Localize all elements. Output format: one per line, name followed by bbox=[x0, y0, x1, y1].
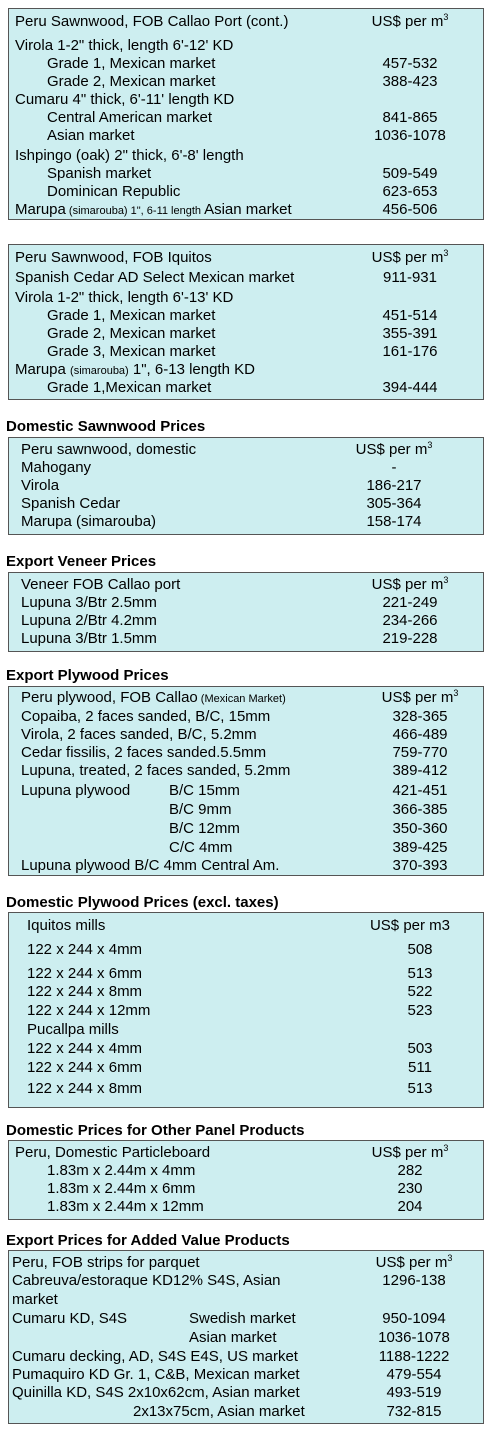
row-value: 1296-138 bbox=[382, 1272, 446, 1289]
row-value: 513 bbox=[407, 965, 433, 982]
row-value: 732-815 bbox=[386, 1403, 442, 1420]
row-value: 759-770 bbox=[392, 744, 448, 761]
row-value: 370-393 bbox=[392, 857, 448, 874]
row-label: Grade 2, Mexican market bbox=[47, 325, 216, 342]
row-label: 122 x 244 x 8mm bbox=[27, 1080, 143, 1097]
row-value: 950-1094 bbox=[382, 1310, 446, 1327]
row-label: Lupuna 3/Btr 2.5mm bbox=[21, 594, 157, 611]
row-value: 350-360 bbox=[392, 820, 448, 837]
row-label: 1.83m x 2.44m x 12mm bbox=[47, 1198, 204, 1215]
header-label: Peru, FOB strips for parquet bbox=[12, 1254, 200, 1271]
section-heading-export-plywood: Export Plywood Prices bbox=[6, 667, 169, 684]
header-label: Veneer FOB Callao port bbox=[21, 576, 181, 593]
row-sublabel: B/C 12mm bbox=[169, 820, 240, 837]
header-label: Iquitos mills bbox=[27, 917, 106, 934]
section-heading-domestic-plywood: Domestic Plywood Prices (excl. taxes) bbox=[6, 894, 279, 911]
row-label: Grade 2, Mexican market bbox=[47, 73, 216, 90]
row-value: 1036-1078 bbox=[378, 1329, 450, 1346]
row-value: 305-364 bbox=[366, 495, 422, 512]
header-unit: US$ per m3 bbox=[369, 917, 451, 934]
row-label: Pumaquiro KD Gr. 1, C&B, Mexican market bbox=[12, 1366, 300, 1383]
row-value: 513 bbox=[407, 1080, 433, 1097]
section-heading-domestic-sawnwood: Domestic Sawnwood Prices bbox=[6, 418, 206, 435]
header-unit: US$ per $m^3$ bbox=[371, 575, 449, 593]
row-label: market bbox=[12, 1291, 58, 1308]
row-label: 122 x 244 x 6mm bbox=[27, 965, 143, 982]
row-label: 122 x 244 x 12mm bbox=[27, 1002, 151, 1019]
row-label: Marupa (simarouba) bbox=[21, 513, 157, 530]
row-value: 508 bbox=[407, 941, 433, 958]
row-label: 1.83m x 2.44m x 6mm bbox=[47, 1180, 196, 1197]
row-label: Ishpingo (oak) 2" thick, 6'-8' length bbox=[15, 147, 244, 164]
row-value: 522 bbox=[407, 983, 433, 1000]
row-value: 479-554 bbox=[386, 1366, 442, 1383]
row-label: Quinilla KD, S4S 2x10x62cm, Asian market bbox=[12, 1384, 300, 1401]
row-value: 623-653 bbox=[382, 183, 438, 200]
row-label: 1.83m x 2.44m x 4mm bbox=[47, 1162, 196, 1179]
row-label: Grade 3, Mexican market bbox=[47, 343, 216, 360]
header-label: Peru, Domestic Particleboard bbox=[15, 1144, 211, 1161]
row-label: Spanish Cedar bbox=[21, 495, 121, 512]
row-value: 366-385 bbox=[392, 801, 448, 818]
table-export-veneer bbox=[8, 572, 484, 652]
row-label: Grade 1,Mexican market bbox=[47, 379, 212, 396]
row-value: 282 bbox=[397, 1162, 423, 1179]
row-label: Virola bbox=[21, 477, 60, 494]
row-label: Lupuna 3/Btr 1.5mm bbox=[21, 630, 157, 647]
row-value: 421-451 bbox=[392, 782, 448, 799]
row-label: Cumaru 4" thick, 6'-11' length KD bbox=[15, 91, 235, 108]
row-value: 841-865 bbox=[382, 109, 438, 126]
row-value: 161-176 bbox=[382, 343, 438, 360]
row-value: - bbox=[391, 459, 397, 476]
row-label: Lupuna plywood bbox=[21, 782, 131, 799]
row-label: Central American market bbox=[47, 109, 213, 126]
row-value: 503 bbox=[407, 1040, 433, 1057]
row-value: 389-412 bbox=[392, 762, 448, 779]
row-label: Virola, 2 faces sanded, B/C, 5.2mm bbox=[21, 726, 257, 743]
row-label: Pucallpa mills bbox=[27, 1021, 119, 1038]
header-label: Peru Sawnwood, FOB Callao Port (cont.) bbox=[15, 13, 289, 30]
table-sawnwood-iquitos bbox=[8, 244, 484, 400]
section-heading-other-panels: Domestic Prices for Other Panel Products bbox=[6, 1122, 305, 1139]
row-value: 1188-1222 bbox=[378, 1348, 450, 1365]
row-label: Lupuna, treated, 2 faces sanded, 5.2mm bbox=[21, 762, 291, 779]
row-label: Spanish market bbox=[47, 165, 152, 182]
row-value: 511 bbox=[408, 1059, 432, 1076]
row-value: 234-266 bbox=[382, 612, 438, 629]
row-value: 523 bbox=[407, 1002, 433, 1019]
row-value: 509-549 bbox=[382, 165, 438, 182]
row-label: Cumaru KD, S4S bbox=[12, 1310, 128, 1327]
row-value: 493-519 bbox=[386, 1384, 442, 1401]
row-label: Marupa (simarouba) 1", 6-11 length Asian market bbox=[15, 201, 292, 218]
row-label: 122 x 244 x 4mm bbox=[27, 1040, 143, 1057]
row-value: 204 bbox=[397, 1198, 423, 1215]
row-value: 456-506 bbox=[382, 201, 438, 218]
row-label: Spanish Cedar AD Select Mexican market bbox=[15, 269, 295, 286]
header-label: Peru sawnwood, domestic bbox=[21, 441, 197, 458]
header-unit: US$ per $m^3$ bbox=[371, 248, 449, 266]
header-unit: US$ per $m^3$ bbox=[355, 440, 433, 458]
row-value: 230 bbox=[397, 1180, 423, 1197]
row-sublabel: Asian market bbox=[189, 1329, 277, 1346]
table-sawnwood-callao bbox=[8, 8, 484, 220]
row-value: 466-489 bbox=[392, 726, 448, 743]
row-label: Dominican Republic bbox=[47, 183, 181, 200]
row-label: Cumaru decking, AD, S4S E4S, US market bbox=[12, 1348, 298, 1365]
header-unit: US$ per $m^3$ bbox=[381, 688, 459, 706]
row-value: 911-931 bbox=[383, 269, 437, 286]
row-value: 394-444 bbox=[382, 379, 438, 396]
row-label: Asian market bbox=[47, 127, 135, 144]
row-label: Grade 1, Mexican market bbox=[47, 55, 216, 72]
header-unit: US$ per $m^3$ bbox=[375, 1253, 453, 1271]
row-label: Mahogany bbox=[21, 459, 92, 476]
row-label: Virola 1-2" thick, length 6'-12' KD bbox=[15, 37, 234, 54]
row-label: Cabreuva/estoraque KD12% S4S, Asian bbox=[12, 1272, 281, 1289]
row-value: 355-391 bbox=[382, 325, 438, 342]
row-label: 2x13x75cm, Asian market bbox=[133, 1403, 305, 1420]
row-label: Copaiba, 2 faces sanded, B/C, 15mm bbox=[21, 708, 271, 725]
table-export-plywood bbox=[8, 686, 484, 876]
row-value: 389-425 bbox=[392, 839, 448, 856]
row-label: Grade 1, Mexican market bbox=[47, 307, 216, 324]
row-sublabel: Swedish market bbox=[189, 1310, 296, 1327]
header-unit: US$ per $m^3$ bbox=[371, 12, 449, 30]
header-unit: US$ per $m^3$ bbox=[371, 1143, 449, 1161]
row-value: 328-365 bbox=[392, 708, 448, 725]
row-label: Marupa (simarouba) 1", 6-13 length KD bbox=[15, 361, 255, 378]
row-value: 219-228 bbox=[382, 630, 438, 647]
row-value: 451-514 bbox=[382, 307, 438, 324]
row-value: 158-174 bbox=[366, 513, 422, 530]
header-label: Peru plywood, FOB Callao (Mexican Market) bbox=[21, 689, 286, 706]
row-label: 122 x 244 x 4mm bbox=[27, 941, 143, 958]
row-value: 1036-1078 bbox=[374, 127, 446, 144]
row-label: Virola 1-2" thick, length 6'-13' KD bbox=[15, 289, 234, 306]
section-heading-added-value: Export Prices for Added Value Products bbox=[6, 1232, 290, 1249]
row-value: 457-532 bbox=[382, 55, 438, 72]
row-label: Lupuna 2/Btr 4.2mm bbox=[21, 612, 157, 629]
table-domestic-sawnwood bbox=[8, 437, 484, 535]
row-value: 388-423 bbox=[382, 73, 438, 90]
header-label: Peru Sawnwood, FOB Iquitos bbox=[15, 249, 212, 266]
row-label: Lupuna plywood B/C 4mm Central Am. bbox=[21, 857, 280, 874]
row-value: 186-217 bbox=[366, 477, 422, 494]
section-heading-export-veneer: Export Veneer Prices bbox=[6, 553, 157, 570]
table-domestic-plywood bbox=[8, 912, 484, 1108]
table-added-value bbox=[8, 1250, 484, 1424]
row-label: 122 x 244 x 8mm bbox=[27, 983, 143, 1000]
row-value: 221-249 bbox=[382, 594, 438, 611]
row-sublabel: B/C 9mm bbox=[169, 801, 232, 818]
row-label: Cedar fissilis, 2 faces sanded.5.5mm bbox=[21, 744, 267, 761]
row-label: 122 x 244 x 6mm bbox=[27, 1059, 143, 1076]
row-sublabel: C/C 4mm bbox=[169, 839, 233, 856]
row-sublabel: B/C 15mm bbox=[169, 782, 240, 799]
table-other-panels bbox=[8, 1140, 484, 1220]
